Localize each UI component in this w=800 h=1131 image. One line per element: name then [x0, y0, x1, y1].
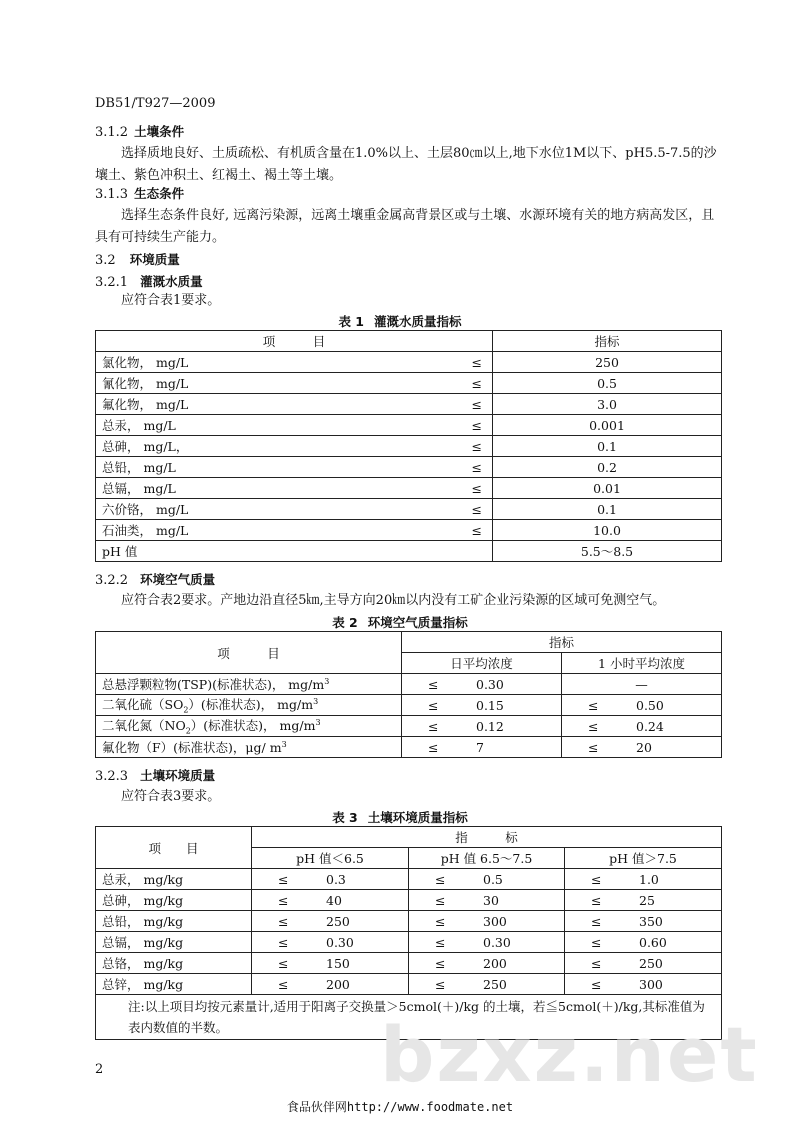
row-item: 总砷， mg/kg	[96, 890, 252, 911]
section-number: 3.2.3	[95, 769, 129, 784]
daily-value: 0.12	[476, 718, 504, 734]
leq-symbol: ≤	[435, 955, 446, 971]
leq-symbol: ≤	[591, 976, 602, 992]
table-soil-quality	[95, 826, 722, 1040]
value-cell	[565, 911, 722, 932]
section-number: 3.1.2	[95, 125, 129, 140]
section-title: 土壤环境质量	[140, 768, 216, 783]
value: 150	[326, 955, 350, 971]
value: 40	[326, 892, 342, 908]
leq-symbol: ≤	[588, 718, 599, 734]
row-item: 总汞， mg/L	[96, 415, 326, 436]
section-title: 环境质量	[129, 252, 180, 267]
value-cell	[565, 974, 722, 995]
section-heading	[95, 766, 215, 784]
section-heading	[95, 570, 215, 588]
table-row	[96, 953, 722, 974]
leq-symbol: ≤	[435, 871, 446, 887]
column-header-index: 指标	[402, 632, 722, 653]
section-heading	[95, 272, 203, 290]
table-row	[96, 520, 722, 541]
row-item: 总铬， mg/kg	[96, 953, 252, 974]
value: 30	[483, 892, 499, 908]
section-title: 土壤条件	[134, 124, 185, 139]
table-row	[96, 499, 722, 520]
column-header-ph-mid: pH 值 6.5～7.5	[409, 848, 565, 869]
value: 0.30	[483, 934, 511, 950]
leq-symbol: ≤	[326, 436, 493, 457]
section-title: 环境空气质量	[140, 572, 216, 587]
value-cell	[565, 890, 722, 911]
column-header-ph-high: pH 值＞7.5	[565, 848, 722, 869]
value-cell	[565, 932, 722, 953]
value: 200	[483, 955, 507, 971]
value: 250	[326, 913, 350, 929]
section-heading	[95, 184, 184, 202]
row-value: 0.2	[493, 457, 722, 478]
column-header-hourly: 1 小时平均浓度	[562, 653, 722, 674]
table-title: 灌溉水质量指标	[374, 314, 462, 329]
table-row	[96, 932, 722, 953]
leq-symbol: ≤	[591, 892, 602, 908]
leq-symbol: ≤	[278, 892, 289, 908]
row-item: 总铅， mg/L	[96, 457, 326, 478]
column-header-ph-low: pH 值＜6.5	[252, 848, 409, 869]
hourly-cell	[562, 716, 722, 737]
leq-symbol: ≤	[278, 976, 289, 992]
leq-symbol: ≤	[435, 976, 446, 992]
table-row	[96, 478, 722, 499]
value: 0.5	[483, 871, 503, 887]
daily-cell	[402, 737, 562, 758]
leq-symbol: ≤	[326, 394, 493, 415]
table-caption	[0, 808, 800, 826]
table-number: 表 2	[332, 615, 358, 630]
table-row	[96, 674, 722, 695]
daily-value: 0.30	[476, 676, 504, 692]
paragraph: 应符合表1要求。	[121, 293, 221, 308]
leq-symbol: ≤	[326, 478, 493, 499]
leq-symbol: ≤	[428, 697, 439, 713]
table-row	[96, 737, 722, 758]
column-header-item: 项 目	[96, 827, 252, 869]
row-item: 氟化物（F）(标准状态)，μg/ $m^3$	[96, 737, 402, 758]
leq-symbol: ≤	[435, 892, 446, 908]
leq-symbol: ≤	[326, 373, 493, 394]
table-row	[96, 541, 722, 562]
row-value: 0.1	[493, 436, 722, 457]
section-title: 灌溉水质量	[140, 274, 203, 289]
row-value: 0.5	[493, 373, 722, 394]
row-item: 总镉， mg/L	[96, 478, 326, 499]
section-heading	[95, 122, 184, 140]
table-ambient-air	[95, 631, 722, 758]
row-item: 总铅， mg/kg	[96, 911, 252, 932]
row-item: 总镉， mg/kg	[96, 932, 252, 953]
leq-symbol: ≤	[591, 955, 602, 971]
leq-symbol: ≤	[326, 499, 493, 520]
section-number: 3.1.3	[95, 187, 129, 202]
value: 0.60	[639, 934, 667, 950]
hourly-value: —	[562, 674, 722, 695]
row-item: 六价铬， mg/L	[96, 499, 326, 520]
table-row	[96, 394, 722, 415]
row-item: 石油类， mg/L	[96, 520, 326, 541]
table-row	[96, 436, 722, 457]
value-cell	[252, 890, 409, 911]
value: 300	[483, 913, 507, 929]
value-cell	[252, 953, 409, 974]
paragraph: 应符合表3要求。	[121, 789, 221, 804]
row-item: 氯化物， mg/L	[96, 352, 326, 373]
footer-source: 食品伙伴网http://www.foodmate.net	[286, 1100, 514, 1114]
value-cell	[409, 932, 565, 953]
hourly-value: 0.24	[636, 718, 664, 734]
row-value: 5.5～8.5	[493, 541, 722, 562]
leq-symbol: ≤	[326, 520, 493, 541]
table-row	[96, 352, 722, 373]
daily-value: 0.15	[476, 697, 504, 713]
column-header-index: 指标	[493, 331, 722, 352]
row-value: 250	[493, 352, 722, 373]
table-note: 注:以上项目均按元素量计,适用于阳离子交换量＞5cmol(＋)/kg 的土壤，若≦5cmol(＋)/kg,其标准值为表内数值的半数。	[96, 995, 722, 1040]
row-item: 总锌， mg/kg	[96, 974, 252, 995]
table-caption	[0, 312, 800, 330]
leq-symbol: ≤	[326, 415, 493, 436]
leq-symbol: ≤	[278, 913, 289, 929]
row-value: 10.0	[493, 520, 722, 541]
table-row	[96, 974, 722, 995]
row-item: pH 值	[96, 541, 326, 562]
value-cell	[565, 869, 722, 890]
table-caption	[0, 613, 800, 631]
leq-symbol: ≤	[278, 955, 289, 971]
value-cell	[252, 932, 409, 953]
daily-value: 7	[476, 739, 484, 755]
row-value: 0.1	[493, 499, 722, 520]
value: 0.30	[326, 934, 354, 950]
paragraph: 选择生态条件良好, 远离污染源，远离土壤重金属高背景区或与土壤、水源环境有关的地方病高发区，且具有可持续生产能力。	[95, 208, 715, 245]
leq-symbol: ≤	[435, 934, 446, 950]
value: 25	[639, 892, 655, 908]
row-item: 总砷， mg/L，	[96, 436, 326, 457]
hourly-value: 0.50	[636, 697, 664, 713]
leq-symbol: ≤	[591, 934, 602, 950]
row-item: 二氧化氮$(NO_2)$(标准状态)， $mg/m^3$	[96, 716, 402, 737]
row-value: 0.001	[493, 415, 722, 436]
table-row	[96, 716, 722, 737]
column-header-item: 项 目	[96, 632, 402, 674]
table-row	[96, 415, 722, 436]
daily-cell	[402, 695, 562, 716]
hourly-cell	[562, 737, 722, 758]
column-header-index: 指 标	[252, 827, 722, 848]
table-title: 环境空气质量指标	[367, 615, 468, 630]
table-row	[96, 695, 722, 716]
value-cell	[252, 974, 409, 995]
paragraph: 应符合表2要求。产地边沿直径5㎞,主导方向20㎞以内没有工矿企业污染源的区域可免测空气。	[121, 593, 666, 608]
section-heading	[95, 250, 180, 268]
leq-symbol: ≤	[588, 739, 599, 755]
leq-symbol: ≤	[278, 871, 289, 887]
leq-symbol: ≤	[278, 934, 289, 950]
value: 300	[639, 976, 663, 992]
row-item: 氟化物， mg/L	[96, 394, 326, 415]
row-item: 总汞， mg/kg	[96, 869, 252, 890]
table-number: 表 1	[338, 314, 365, 329]
leq-symbol: ≤	[428, 718, 439, 734]
value-cell	[252, 869, 409, 890]
value: 0.3	[326, 871, 346, 887]
daily-cell	[402, 674, 562, 695]
value: 1.0	[639, 871, 659, 887]
value-cell	[409, 890, 565, 911]
value-cell	[252, 911, 409, 932]
table-row	[96, 373, 722, 394]
row-value: 0.01	[493, 478, 722, 499]
table-row	[96, 890, 722, 911]
row-value: 3.0	[493, 394, 722, 415]
leq-symbol: ≤	[591, 871, 602, 887]
value-cell	[565, 953, 722, 974]
leq-symbol: ≤	[591, 913, 602, 929]
value: 350	[639, 913, 663, 929]
watermark: bzxz.net	[380, 1010, 759, 1099]
value-cell	[409, 953, 565, 974]
column-header-daily: 日平均浓度	[402, 653, 562, 674]
page-number: 2	[95, 1062, 104, 1077]
table-title: 土壤环境质量指标	[367, 810, 468, 825]
paragraph: 选择质地良好、土质疏松、有机质含量在1.0%以上、土层80㎝以上,地下水位1M以下、pH5.5-7.5的沙壤土、紫色冲积土、红褐土、褐土等土壤。	[95, 146, 717, 183]
value-cell	[409, 911, 565, 932]
leq-symbol: ≤	[326, 352, 493, 373]
value-cell	[409, 869, 565, 890]
row-item: 总悬浮颗粒物(TSP)(标准状态)， $mg/m^3$	[96, 674, 402, 695]
column-header-item: 项 目	[96, 331, 493, 352]
row-item: 氰化物， mg/L	[96, 373, 326, 394]
hourly-value: 20	[636, 739, 652, 755]
value-cell	[409, 974, 565, 995]
leq-symbol	[326, 541, 493, 562]
leq-symbol: ≤	[435, 913, 446, 929]
leq-symbol: ≤	[326, 457, 493, 478]
value: 250	[483, 976, 507, 992]
section-number: 3.2.2	[95, 573, 129, 588]
standard-code: DB51/T927—2009	[95, 96, 216, 111]
value: 250	[639, 955, 663, 971]
table-number: 表 3	[332, 810, 358, 825]
section-number: 3.2.1	[95, 275, 129, 290]
leq-symbol: ≤	[428, 676, 439, 692]
value: 200	[326, 976, 350, 992]
daily-cell	[402, 716, 562, 737]
leq-symbol: ≤	[588, 697, 599, 713]
table-row	[96, 869, 722, 890]
row-item: 二氧化硫$(SO_2)$(标准状态)， $mg/m^3$	[96, 695, 402, 716]
section-number: 3.2	[95, 253, 116, 268]
table-row	[96, 911, 722, 932]
leq-symbol: ≤	[428, 739, 439, 755]
section-title: 生态条件	[134, 186, 185, 201]
table-irrigation-water	[95, 330, 722, 562]
table-row	[96, 457, 722, 478]
hourly-cell	[562, 695, 722, 716]
